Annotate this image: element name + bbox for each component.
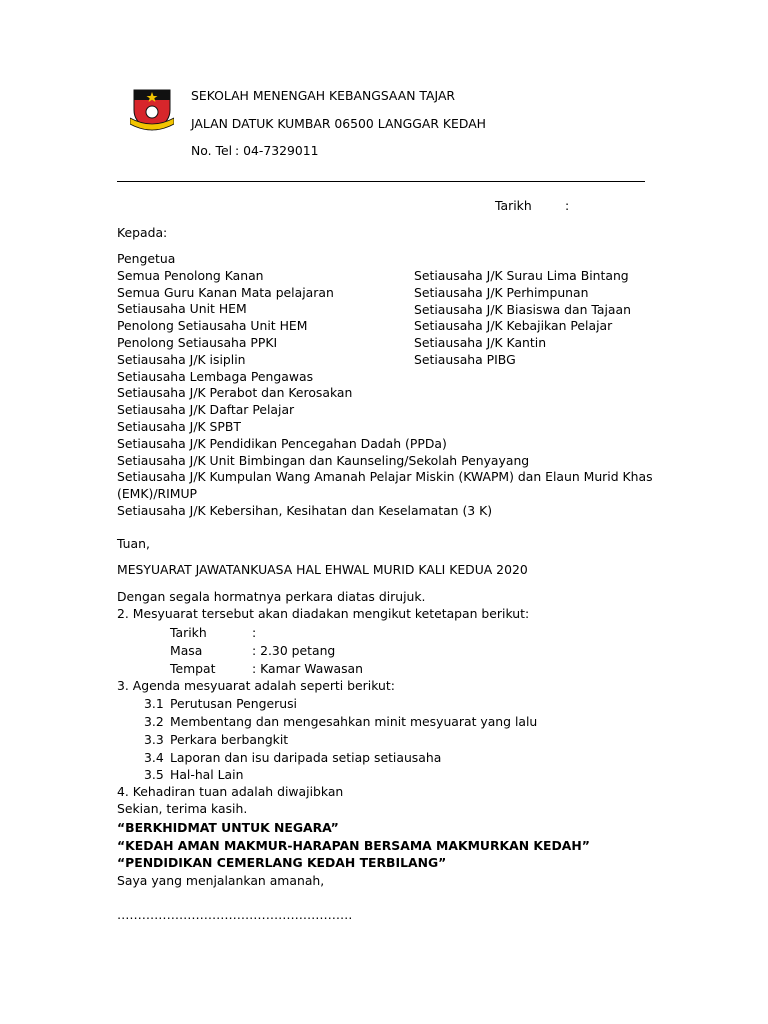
recipient-item: Setiausaha J/K Kantin xyxy=(414,335,547,351)
agenda-text: Perutusan Pengerusi xyxy=(170,696,297,711)
agenda-number: 3.2 xyxy=(144,714,164,729)
agenda-text: Hal-hal Lain xyxy=(170,767,244,782)
detail-label: Tarikh xyxy=(170,625,207,640)
detail-label: Tempat xyxy=(170,661,216,676)
header-divider xyxy=(117,181,645,182)
letter-subject: MESYUARAT JAWATANKUASA HAL EHWAL MURID KALI KEDUA 2020 xyxy=(117,562,528,577)
agenda-item xyxy=(144,766,243,784)
recipient-item: Setiausaha J/K isiplin xyxy=(117,351,246,367)
recipient-item: Penolong Setiausaha PPKI xyxy=(117,334,278,350)
meeting-venue-row xyxy=(170,660,363,678)
meeting-time-row xyxy=(170,642,335,660)
agenda-text: Perkara berbangkit xyxy=(170,732,289,747)
date-colon: : xyxy=(565,198,570,213)
recipient-item: Setiausaha J/K Perabot dan Kerosakan xyxy=(117,385,353,401)
to-label: Kepada: xyxy=(117,225,168,240)
agenda-text: Membentang dan mengesahkan minit mesyuarat yang lalu xyxy=(170,714,538,729)
recipient-item: Setiausaha J/K Kebajikan Pelajar xyxy=(414,318,613,334)
recipient-item: Semua Guru Kanan Mata pelajaran xyxy=(117,284,334,300)
greeting: Tuan, xyxy=(117,536,150,551)
recipient-item: Setiausaha J/K Unit Bimbingan dan Kaunseling/Sekolah Penyayang xyxy=(117,452,530,468)
recipient-item: Setiausaha J/K Pendidikan Pencegahan Dadah (PPDa) xyxy=(117,435,447,451)
telephone-line xyxy=(191,143,319,159)
paragraph-2: 2. Mesyuarat tersebut akan diadakan mengikut ketetapan berikut: xyxy=(117,606,530,621)
agenda-item xyxy=(144,695,297,713)
motto-line: “BERKHIDMAT UNTUK NEGARA” xyxy=(117,820,339,835)
signature-line: ………………………………………………… xyxy=(117,907,353,922)
agenda-item xyxy=(144,713,537,731)
recipient-item: Setiausaha Unit HEM xyxy=(117,301,247,317)
date-line xyxy=(495,198,569,214)
recipient-item: Penolong Setiausaha Unit HEM xyxy=(117,318,308,334)
recipient-item: Semua Penolong Kanan xyxy=(117,267,264,283)
recipient-item: Setiausaha Lembaga Pengawas xyxy=(117,368,314,384)
recipient-item: Setiausaha PIBG xyxy=(414,351,516,367)
recipient-item: Pengetua xyxy=(117,251,176,266)
tel-label: No. Tel xyxy=(191,143,233,158)
recipient-item: Setiausaha J/K Kebersihan, Kesihatan dan Keselamatan (3 K) xyxy=(117,502,493,518)
agenda-item xyxy=(144,749,441,767)
recipient-item: Setiausaha J/K SPBT xyxy=(117,418,241,434)
recipient-item: Setiausaha J/K Perhimpunan xyxy=(414,284,589,300)
tel-value: : 04-7329011 xyxy=(235,143,319,158)
meeting-date-row xyxy=(170,624,256,642)
closing-line: Sekian, terima kasih. xyxy=(117,801,248,816)
recipient-list-right xyxy=(414,268,631,369)
paragraph-3: 3. Agenda mesyuarat adalah seperti berikut: xyxy=(117,678,395,693)
detail-value: : Kamar Wawasan xyxy=(252,661,363,676)
recipient-item: (EMK)/RIMUP xyxy=(117,486,197,502)
date-label: Tarikh xyxy=(495,198,532,213)
recipient-item: Setiausaha J/K Biasiswa dan Tajaan xyxy=(414,301,631,317)
agenda-number: 3.3 xyxy=(144,732,164,747)
motto-line: “PENDIDIKAN CEMERLANG KEDAH TERBILANG” xyxy=(117,855,447,870)
school-name: SEKOLAH MENENGAH KEBANGSAAN TAJAR xyxy=(191,88,456,103)
agenda-number: 3.4 xyxy=(144,750,164,765)
agenda-number: 3.5 xyxy=(144,767,164,782)
school-address: JALAN DATUK KUMBAR 06500 LANGGAR KEDAH xyxy=(191,116,486,131)
agenda-item xyxy=(144,731,288,749)
recipient-item: Setiausaha J/K Surau Lima Bintang xyxy=(414,268,629,283)
school-crest-logo xyxy=(130,84,174,134)
recipient-item: Setiausaha J/K Daftar Pelajar xyxy=(117,402,295,418)
agenda-text: Laporan dan isu daripada setiap setiausaha xyxy=(170,750,442,765)
motto-line: “KEDAH AMAN MAKMUR-HARAPAN BERSAMA MAKMURKAN KEDAH” xyxy=(117,838,590,853)
paragraph-4: 4. Kehadiran tuan adalah diwajibkan xyxy=(117,784,344,799)
agenda-number: 3.1 xyxy=(144,696,164,711)
detail-value: : 2.30 petang xyxy=(252,643,336,658)
detail-value: : xyxy=(252,625,257,640)
detail-label: Masa xyxy=(170,643,203,658)
sign-off: Saya yang menjalankan amanah, xyxy=(117,873,325,888)
paragraph-1: Dengan segala hormatnya perkara diatas dirujuk. xyxy=(117,589,426,604)
recipient-item: Setiausaha J/K Kumpulan Wang Amanah Pelajar Miskin (KWAPM) dan Elaun Murid Khas xyxy=(117,469,653,485)
